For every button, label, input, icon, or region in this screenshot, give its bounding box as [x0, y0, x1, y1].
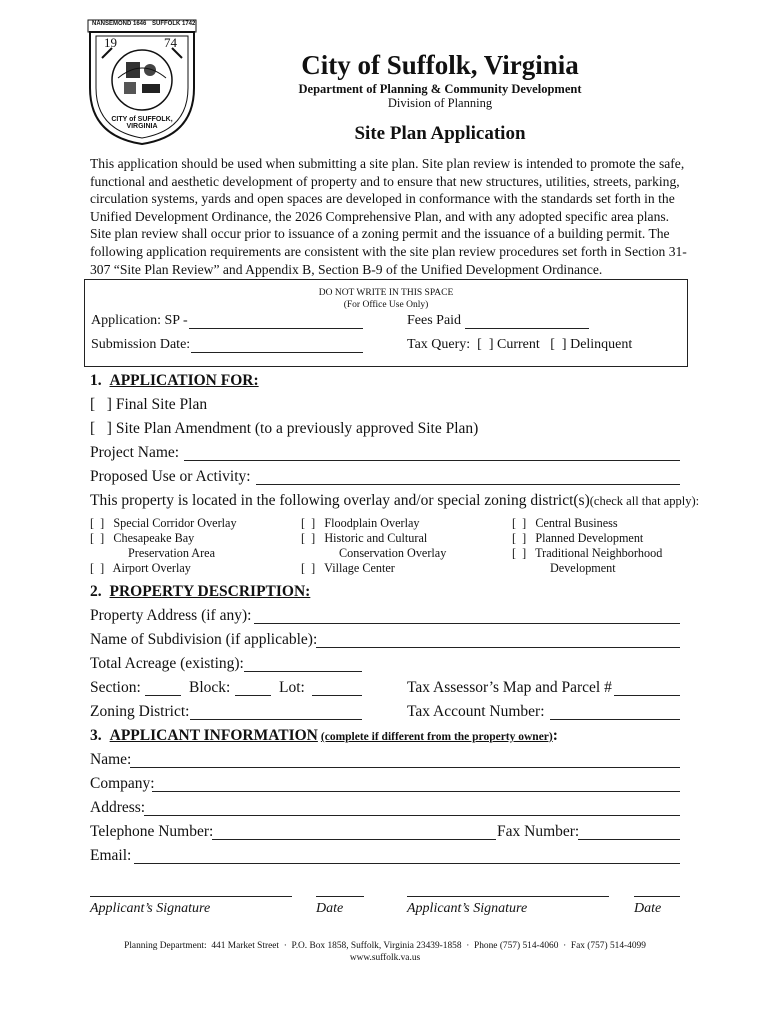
intro-line: circulation systems, yards and open spaces are developed in conformance with the standards set forth in the	[90, 191, 675, 207]
tax-account-label: Tax Account Number:	[407, 703, 545, 720]
subdivision-label: Name of Subdivision (if applicable):	[90, 631, 318, 648]
form-title: Site Plan Application	[354, 123, 526, 144]
section3-number: 3.	[90, 727, 102, 744]
address-field[interactable]	[144, 815, 680, 816]
date-line-1[interactable]	[316, 896, 364, 897]
block-label: Block:	[189, 679, 231, 696]
site-plan-amendment-option[interactable]: [ ] Site Plan Amendment (to a previously approved Site Plan)	[90, 420, 479, 437]
applicant-signature-line-2[interactable]	[407, 896, 609, 897]
section-field[interactable]	[145, 695, 181, 696]
project-name-field[interactable]	[184, 460, 680, 461]
seal-year-right: 74	[164, 35, 177, 50]
office-notice-sub: (For Office Use Only)	[343, 300, 429, 310]
seal-ring-text: CITY of SUFFOLK, VIRGINIA	[111, 116, 173, 130]
division-name: Division of Planning	[387, 96, 493, 110]
overlay-chesapeake-bay[interactable]: [ ] Chesapeake Bay	[90, 531, 195, 545]
company-field[interactable]	[152, 791, 680, 792]
project-name-label: Project Name:	[90, 444, 180, 461]
acreage-label: Total Acreage (existing):	[90, 655, 244, 672]
section3-heading	[90, 727, 558, 745]
overlay-planned-development[interactable]: [ ] Planned Development	[512, 531, 644, 545]
section2-number: 2.	[90, 583, 102, 600]
applicant-signature-line-1[interactable]	[90, 896, 292, 897]
intro-paragraph	[90, 155, 690, 278]
overlay-text: This property is located in the following overlay and/or special zoning district(s)	[90, 492, 590, 509]
section3-note: (complete if different from the property owner)	[320, 731, 553, 743]
lot-field[interactable]	[312, 695, 362, 696]
overlay-special-corridor[interactable]: [ ] Special Corridor Overlay	[90, 516, 237, 530]
department-name: Department of Planning & Community Development	[298, 82, 582, 96]
acreage-field[interactable]	[244, 671, 362, 672]
property-address-field[interactable]	[254, 623, 680, 624]
seal-year-left: 19	[104, 35, 117, 50]
company-label: Company:	[90, 775, 155, 792]
overlay-central-business[interactable]: [ ] Central Business	[512, 516, 618, 530]
lot-label: Lot:	[279, 679, 305, 696]
zoning-field[interactable]	[190, 719, 362, 720]
intro-line: 307 “Site Plan Review” and Appendix B, Section B-9 of the Unified Development Ordinance.	[90, 261, 603, 277]
footer-contact: Planning Department: 441 Market Street · P.O. Box 1858, Suffolk, Virginia 23439-1858 · Phone (757) 514-4060 · Fax (757) 514-4099	[124, 941, 646, 951]
overlay-village-center[interactable]: [ ] Village Center	[301, 561, 395, 575]
submission-date-field[interactable]	[191, 352, 363, 353]
overlay-traditional-neighborhood[interactable]: [ ] Traditional Neighborhood	[512, 546, 663, 560]
seal-top-left: NANSEMOND 1646	[92, 21, 147, 27]
subdivision-field[interactable]	[316, 647, 680, 648]
section3-colon: :	[552, 727, 558, 744]
section1-title: APPLICATION FOR:	[109, 372, 259, 389]
intro-line: Unified Development Ordinance, the 2026 Comprehensive Plan, and with any adopted specific area plans.	[90, 208, 670, 224]
name-field[interactable]	[130, 767, 680, 768]
intro-line: functional and aesthetic development of property and to ensure that new structures, utilities, streets, parking,	[90, 173, 680, 189]
section1-heading	[90, 372, 259, 390]
fax-field[interactable]	[578, 839, 680, 840]
overlay-column-2	[301, 516, 446, 576]
tax-map-field[interactable]	[614, 695, 680, 696]
overlay-historic-cultural[interactable]: [ ] Historic and Cultural	[301, 531, 428, 545]
intro-line: following application requirements are consistent with the site plan review procedures set forth in Section 31-	[90, 243, 687, 259]
telephone-label: Telephone Number:	[90, 823, 214, 840]
fees-paid-field[interactable]	[465, 328, 589, 329]
intro-line: Site plan review shall occur prior to issuance of a zoning permit and the issuance of a building permit. The	[90, 226, 670, 242]
overlay-historic-cultural-cont: Conservation Overlay	[339, 546, 447, 560]
property-address-label: Property Address (if any):	[90, 607, 252, 624]
section1-number: 1.	[90, 372, 102, 389]
page-title: City of Suffolk, Virginia	[301, 50, 579, 80]
overlay-traditional-neighborhood-cont: Development	[550, 561, 616, 575]
overlay-note: (check all that apply):	[589, 494, 700, 508]
overlay-column-3	[512, 516, 662, 576]
overlay-floodplain[interactable]: [ ] Floodplain Overlay	[301, 516, 420, 530]
final-site-plan-option[interactable]: [ ] Final Site Plan	[90, 396, 208, 413]
intro-line: This application should be used when submitting a site plan. Site plan review is intended to promote the safe,	[90, 156, 685, 171]
section-label: Section:	[90, 679, 141, 696]
seal-top-right: SUFFOLK 1742	[152, 21, 196, 27]
application-sp-field[interactable]	[189, 328, 363, 329]
email-label: Email:	[90, 847, 132, 864]
section2-title: PROPERTY DESCRIPTION:	[109, 583, 311, 600]
office-notice: DO NOT WRITE IN THIS SPACE	[318, 288, 454, 298]
tax-query-label: Tax Query: [ ] Current [ ] Delinquent	[407, 337, 633, 352]
date-label-2: Date	[634, 901, 662, 916]
overlay-statement	[90, 492, 699, 510]
zoning-label: Zoning District:	[90, 703, 190, 720]
address-label: Address:	[90, 799, 146, 816]
applicant-signature-label-2: Applicant’s Signature	[407, 901, 528, 916]
overlay-airport[interactable]: [ ] Airport Overlay	[90, 561, 191, 575]
fax-label: Fax Number:	[497, 823, 580, 840]
date-line-2[interactable]	[634, 896, 680, 897]
footer-website: www.suffolk.va.us	[349, 953, 421, 963]
tax-map-label: Tax Assessor’s Map and Parcel #	[407, 679, 612, 696]
tax-account-field[interactable]	[550, 719, 680, 720]
office-use-box	[84, 279, 688, 367]
name-label: Name:	[90, 751, 132, 768]
applicant-signature-label-1: Applicant’s Signature	[90, 901, 211, 916]
overlay-column-1	[90, 516, 237, 576]
section3-title: APPLICANT INFORMATION	[109, 727, 318, 744]
overlay-chesapeake-bay-cont: Preservation Area	[128, 546, 215, 560]
fees-paid-label: Fees Paid	[407, 313, 462, 328]
application-sp-label: Application: SP -	[91, 313, 188, 328]
proposed-use-label: Proposed Use or Activity:	[90, 468, 251, 485]
city-seal	[82, 18, 202, 146]
date-label-1: Date	[316, 901, 344, 916]
email-field[interactable]	[134, 863, 680, 864]
submission-date-label: Submission Date:	[91, 337, 191, 352]
telephone-field[interactable]	[212, 839, 496, 840]
block-field[interactable]	[235, 695, 271, 696]
proposed-use-field[interactable]	[256, 484, 680, 485]
section2-heading	[90, 583, 310, 601]
